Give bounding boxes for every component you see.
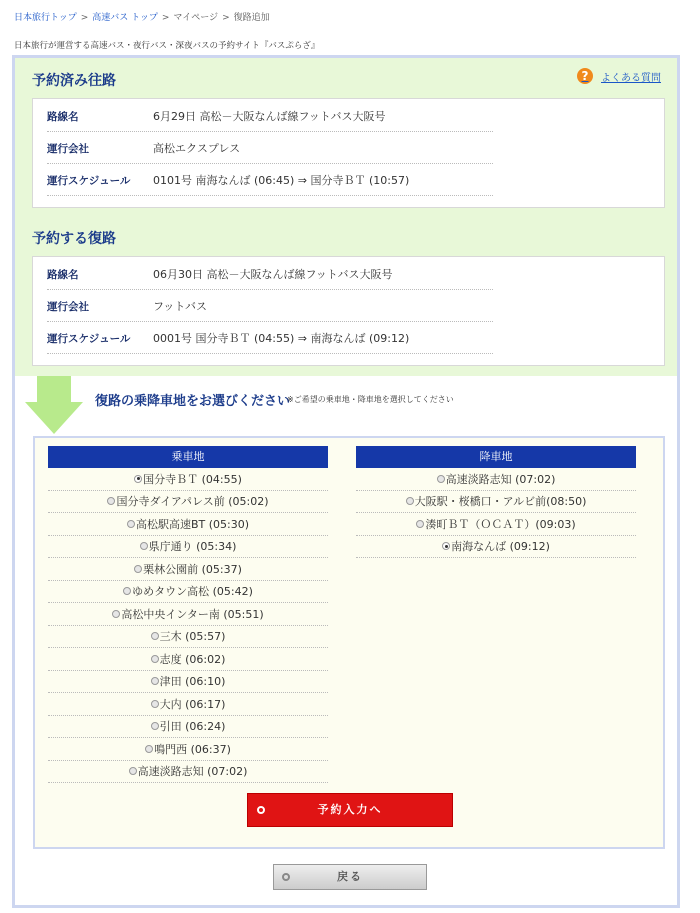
choose-stops-title: 復路の乗降車地をお選びください bbox=[95, 394, 291, 409]
boarding-list bbox=[48, 468, 328, 783]
down-arrow-icon bbox=[37, 376, 71, 402]
alighting-stop-option[interactable] bbox=[356, 468, 636, 491]
radio-button[interactable] bbox=[151, 632, 159, 640]
radio-button[interactable] bbox=[107, 497, 115, 505]
radio-button[interactable] bbox=[123, 587, 131, 595]
radio-button[interactable] bbox=[406, 497, 414, 505]
info-key: 路線名 bbox=[47, 110, 79, 123]
alighting-stop-label: 湊町ＢＴ（ＯＣＡＴ）(09:03) bbox=[425, 517, 576, 531]
reserve-button-label: 予約入力へ bbox=[317, 803, 383, 816]
question-icon: ? bbox=[577, 68, 593, 84]
info-key: 運行スケジュール bbox=[47, 174, 131, 187]
back-button[interactable] bbox=[273, 864, 427, 890]
site-tagline: 日本旅行が運営する高速バス・夜行バス・深夜バスの予約サイト『バスぷらざ』 bbox=[14, 41, 320, 51]
boarding-header: 乗車地 bbox=[48, 446, 328, 468]
boarding-stop-option[interactable] bbox=[48, 648, 328, 671]
faq-link[interactable] bbox=[577, 68, 661, 84]
boarding-stop-option[interactable] bbox=[48, 536, 328, 559]
radio-button[interactable] bbox=[145, 745, 153, 753]
radio-button[interactable] bbox=[112, 610, 120, 618]
boarding-stop-option[interactable] bbox=[48, 693, 328, 716]
info-key: 運行スケジュール bbox=[47, 332, 131, 345]
back-button-label: 戻る bbox=[337, 870, 363, 883]
boarding-stop-label: 高松中央インター南 (05:51) bbox=[121, 607, 264, 621]
info-value: 0001号 国分寺ＢＴ (04:55) ⇒ 南海なんば (09:12) bbox=[153, 332, 410, 345]
breadcrumb-link-nihon-ryoko-top[interactable]: 日本旅行トップ bbox=[14, 13, 77, 23]
radio-button[interactable] bbox=[416, 520, 424, 528]
radio-button[interactable] bbox=[127, 520, 135, 528]
alighting-stop-option[interactable] bbox=[356, 491, 636, 514]
reserve-input-button[interactable] bbox=[247, 793, 453, 827]
radio-button[interactable] bbox=[151, 677, 159, 685]
outbound-row-operator bbox=[47, 133, 493, 164]
choose-stops-note: ※ご希望の乗車地・降車地を選択してください bbox=[287, 395, 454, 404]
boarding-stop-label: 国分寺ＢＴ (04:55) bbox=[143, 472, 242, 486]
outbound-row-schedule bbox=[47, 165, 493, 196]
faq-label: よくある質問 bbox=[601, 72, 661, 84]
boarding-stop-option[interactable] bbox=[48, 491, 328, 514]
boarding-stop-label: 志度 (06:02) bbox=[159, 652, 226, 666]
info-key: 運行会社 bbox=[47, 142, 89, 155]
alighting-stop-option[interactable] bbox=[356, 513, 636, 536]
info-value: 6月29日 高松－大阪なんば線フットバス大阪号 bbox=[153, 110, 386, 123]
alighting-list bbox=[356, 468, 636, 558]
boarding-stop-option[interactable] bbox=[48, 581, 328, 604]
outbound-section-title: 予約済み往路 bbox=[32, 73, 116, 89]
circle-icon bbox=[282, 873, 290, 881]
boarding-stop-option[interactable] bbox=[48, 513, 328, 536]
info-value: 0101号 南海なんば (06:45) ⇒ 国分寺ＢＴ (10:57) bbox=[153, 174, 410, 187]
boarding-stop-option[interactable] bbox=[48, 558, 328, 581]
radio-button[interactable] bbox=[151, 655, 159, 663]
return-info-box bbox=[32, 256, 665, 366]
boarding-stop-label: 高松駅高速BT (05:30) bbox=[135, 517, 250, 531]
breadcrumb-item-current: 復路追加 bbox=[233, 13, 270, 23]
radio-button[interactable] bbox=[134, 565, 142, 573]
boarding-stop-option[interactable] bbox=[48, 671, 328, 694]
radio-button[interactable] bbox=[437, 475, 445, 483]
radio-button[interactable] bbox=[442, 542, 450, 550]
outbound-info-box bbox=[32, 98, 665, 208]
breadcrumb-link-highway-bus-top[interactable]: 高速バス トップ bbox=[92, 13, 158, 23]
boarding-stop-label: ゆめタウン高松 (05:42) bbox=[132, 585, 253, 599]
boarding-stop-option[interactable] bbox=[48, 468, 328, 491]
info-value: 06月30日 高松－大阪なんば線フットバス大阪号 bbox=[153, 268, 393, 281]
boarding-stop-label: 栗林公園前 (05:37) bbox=[143, 562, 242, 576]
alighting-stop-label: 南海なんば (09:12) bbox=[451, 540, 550, 554]
boarding-column bbox=[48, 446, 328, 783]
breadcrumb-separator: > bbox=[161, 13, 170, 23]
radio-button[interactable] bbox=[140, 542, 148, 550]
alighting-header: 降車地 bbox=[356, 446, 636, 468]
return-row-operator bbox=[47, 291, 493, 322]
return-section-title: 予約する復路 bbox=[32, 231, 116, 247]
breadcrumb-separator: > bbox=[222, 13, 230, 23]
alighting-stop-label: 大阪駅・桜橋口・アルビ前(08:50) bbox=[414, 495, 587, 509]
radio-button[interactable] bbox=[129, 767, 137, 775]
boarding-stop-option[interactable] bbox=[48, 603, 328, 626]
alighting-column bbox=[356, 446, 636, 558]
down-arrow-head-icon bbox=[25, 402, 83, 434]
boarding-stop-label: 県庁通り (05:34) bbox=[148, 540, 237, 554]
breadcrumb-separator: > bbox=[80, 13, 89, 23]
boarding-stop-option[interactable] bbox=[48, 626, 328, 649]
radio-button[interactable] bbox=[134, 475, 142, 483]
info-value: 高松エクスプレス bbox=[153, 142, 241, 155]
circle-icon bbox=[257, 806, 265, 814]
boarding-stop-label: 鳴門西 (06:37) bbox=[154, 742, 231, 756]
info-key: 運行会社 bbox=[47, 300, 89, 313]
boarding-stop-label: 津田 (06:10) bbox=[159, 675, 226, 689]
alighting-stop-label: 高速淡路志知 (07:02) bbox=[445, 472, 556, 486]
return-row-schedule bbox=[47, 323, 493, 354]
route-summary-panel bbox=[15, 58, 677, 376]
boarding-stop-option[interactable] bbox=[48, 761, 328, 784]
breadcrumb bbox=[14, 10, 270, 23]
info-value: フットバス bbox=[153, 300, 208, 313]
boarding-stop-label: 大内 (06:17) bbox=[159, 697, 226, 711]
boarding-stop-label: 高速淡路志知 (07:02) bbox=[137, 765, 248, 779]
radio-button[interactable] bbox=[151, 722, 159, 730]
boarding-stop-label: 国分寺ダイアパレス前 (05:02) bbox=[116, 495, 269, 509]
return-row-route bbox=[47, 259, 493, 290]
info-key: 路線名 bbox=[47, 268, 79, 281]
alighting-stop-option[interactable] bbox=[356, 536, 636, 559]
stop-selection-panel bbox=[33, 436, 665, 849]
boarding-stop-option[interactable] bbox=[48, 738, 328, 761]
breadcrumb-item-mypage: マイページ bbox=[173, 13, 219, 23]
outbound-row-route bbox=[47, 101, 493, 132]
boarding-stop-option[interactable] bbox=[48, 716, 328, 739]
boarding-stop-label: 三木 (05:57) bbox=[159, 630, 226, 644]
boarding-stop-label: 引田 (06:24) bbox=[159, 720, 226, 734]
booking-frame bbox=[12, 55, 680, 908]
radio-button[interactable] bbox=[151, 700, 159, 708]
